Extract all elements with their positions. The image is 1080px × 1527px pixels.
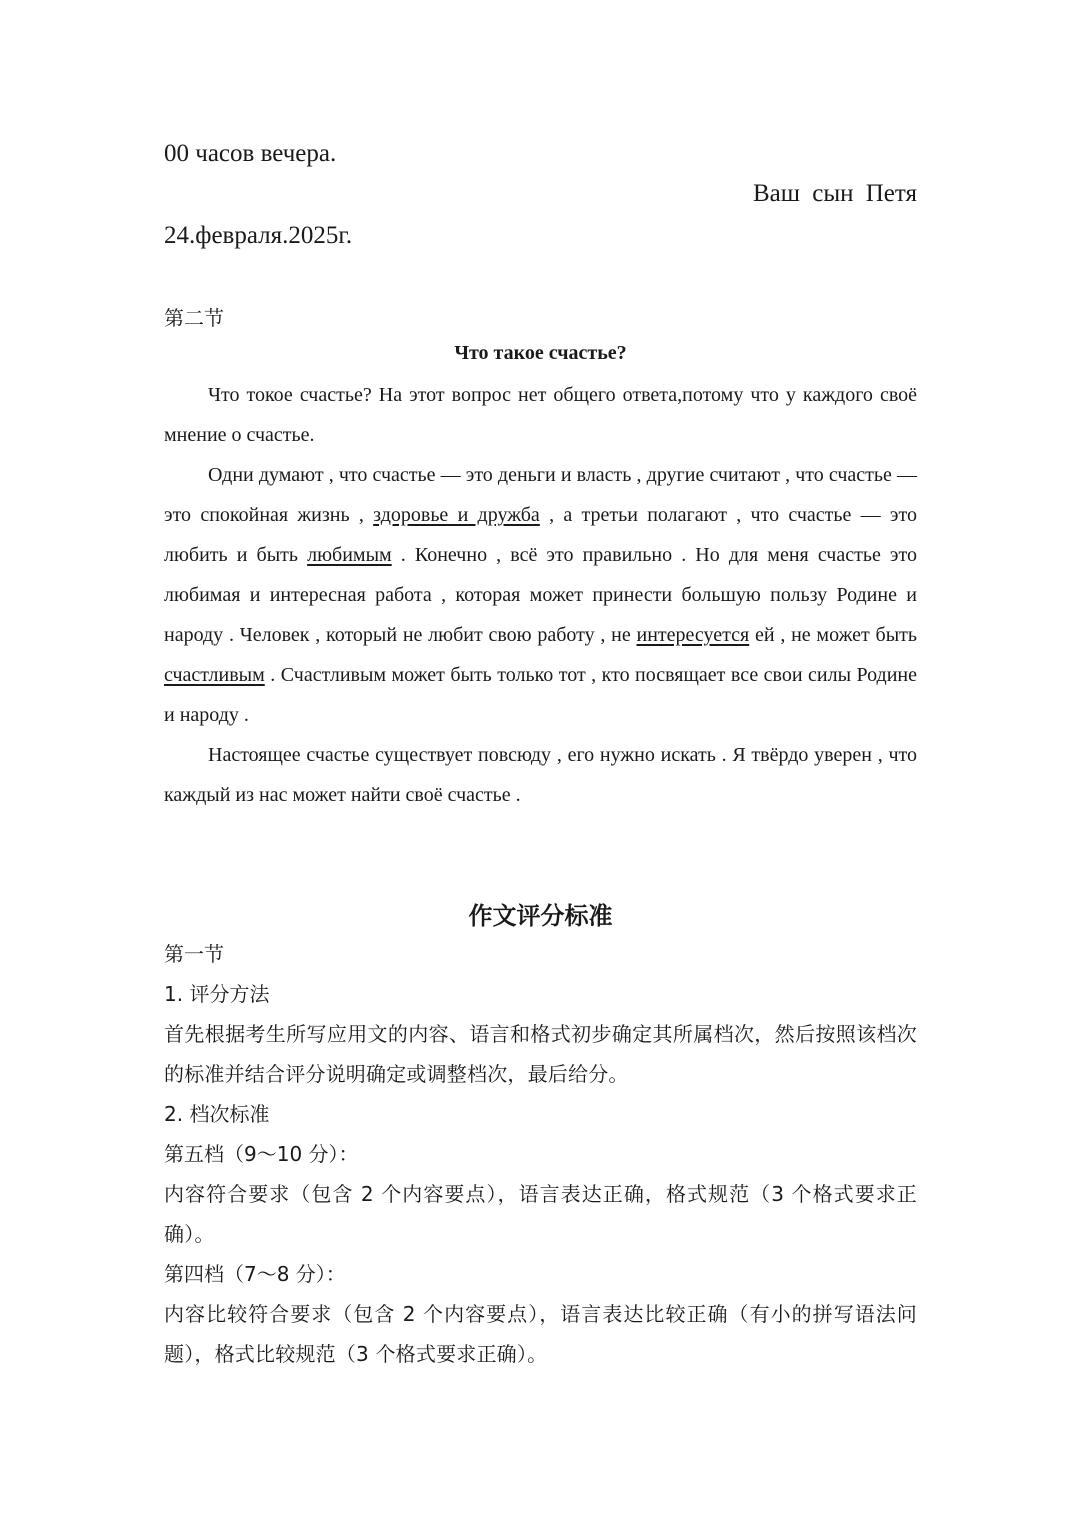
level-4-text: 内容比较符合要求（包含 2 个内容要点），语言表达比较正确（有小的拼写语法问题），格式比较规范（3 个格式要求正确）。 (164, 1302, 917, 1366)
underlined-word-interesuetsya: интересуется (636, 624, 750, 646)
method-text: 首先根据考生所写应用文的内容、语言和格式初步确定其所属档次，然后按照该档次的标准并结合评分说明确定或调整档次，最后给分。 (164, 1022, 917, 1086)
letter-date: 24.февраля.2025г. (164, 222, 353, 249)
levels-heading: 2. 档次标准 (164, 1102, 270, 1126)
underlined-phrase-health-friendship: здоровье и дружба (373, 504, 540, 526)
essay-body (164, 375, 917, 815)
section-2-label: 第二节 (164, 306, 224, 330)
essay-p2-text-e: . Счастливым может быть только тот , кто посвящает все свои силы Родине и народу . (164, 664, 917, 726)
essay-paragraph-1: Что токое счастье? На этот вопрос нет общего ответа,потому что у каждого своё мнение о счастье. (164, 384, 917, 446)
underlined-word-schastlivym: счастливым (164, 664, 265, 686)
criteria-section-1-label: 第一节 (164, 942, 224, 966)
level-5-heading: 第五档（9～10 分）： (164, 1142, 359, 1166)
underlined-word-lyubimym: любимым (307, 544, 392, 566)
essay-paragraph-3: Настоящее счастье существует повсюду , его нужно искать . Я твёрдо уверен , что каждый из нас может найти своё счастье . (164, 744, 917, 806)
letter-signature: Ваш сын Петя (752, 180, 917, 207)
level-5-text: 内容符合要求（包含 2 个内容要点），语言表达正确，格式规范（3 个格式要求正确）。 (164, 1182, 917, 1246)
criteria-title: 作文评分标准 (468, 902, 613, 930)
method-heading: 1. 评分方法 (164, 982, 270, 1006)
level-4-heading: 第四档（7～8 分）： (164, 1262, 346, 1286)
criteria-body (164, 934, 917, 1374)
letter-time-line: 00 часов вечера. (164, 140, 337, 167)
essay-p2-text-a: Одни думают , что счастье — это деньги и власть , другие считают , что счастье — это спокойная жизнь , (164, 464, 917, 526)
essay-p2-text-d: ей , не может быть (749, 624, 917, 646)
essay-paragraph-2 (164, 455, 917, 735)
essay-title: Что такое счастье? (454, 342, 627, 364)
essay-p2-text-b: , а третьи полагают , что счастье — это любить и быть (164, 504, 917, 566)
essay-p2-text-c: . Конечно , всё это правильно . Но для меня счастье это любимая и интересная работа , которая может принести большую пользу Родине и народу . Человек , который не любит свою работу , не (164, 544, 917, 646)
